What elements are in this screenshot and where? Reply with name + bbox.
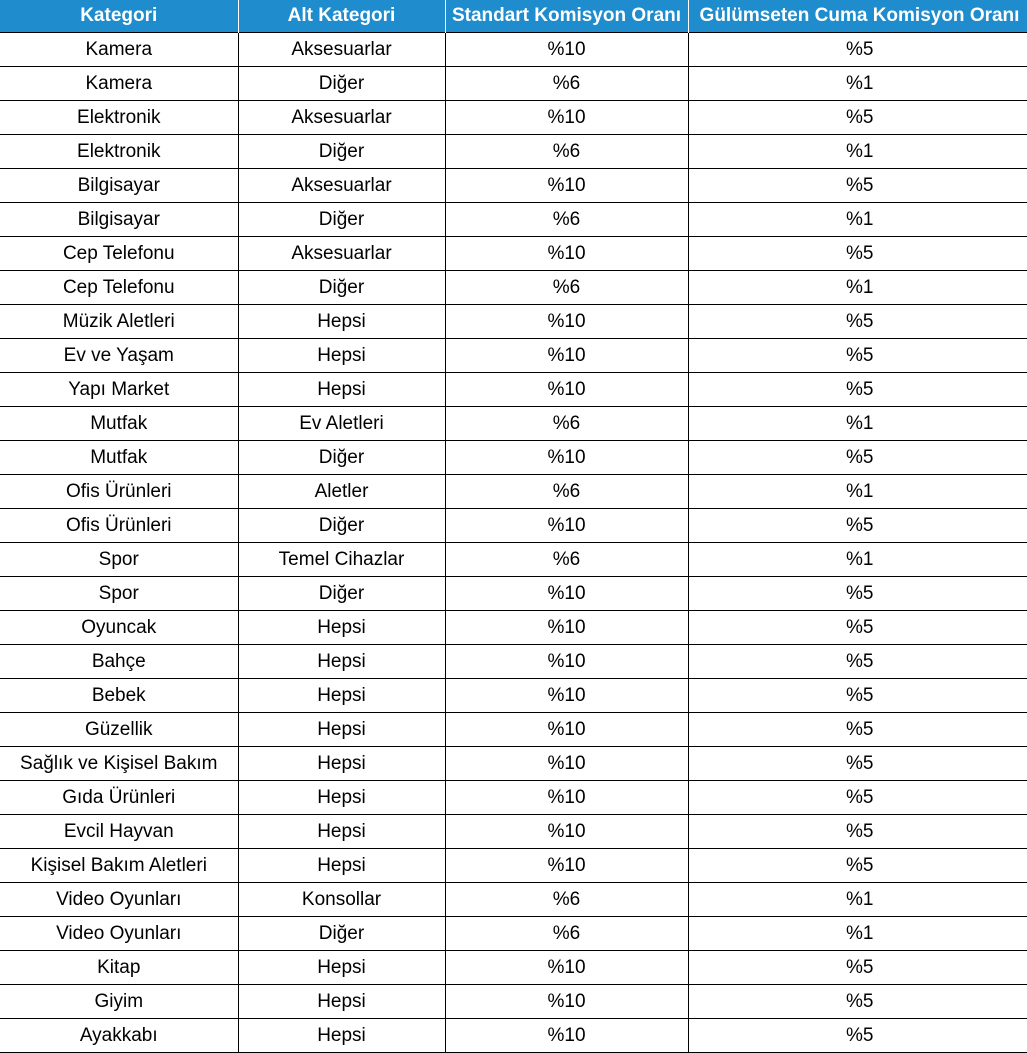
table-row [0, 509, 1027, 543]
cuma-oran-cell: %5 [688, 951, 1027, 985]
standart-oran-cell: %10 [445, 985, 688, 1019]
alt-kategori-cell: Hepsi [238, 849, 445, 883]
alt-kategori-cell: Hepsi [238, 679, 445, 713]
standart-oran-cell: %6 [445, 67, 688, 101]
table-row [0, 883, 1027, 917]
kategori-cell: Ayakkabı [0, 1019, 238, 1053]
cuma-oran-cell: %1 [688, 203, 1027, 237]
cuma-oran-cell: %1 [688, 543, 1027, 577]
cuma-oran-cell: %5 [688, 509, 1027, 543]
alt-kategori-cell: Aksesuarlar [238, 101, 445, 135]
alt-kategori-cell: Aletler [238, 475, 445, 509]
alt-kategori-cell: Hepsi [238, 305, 445, 339]
alt-kategori-cell: Hepsi [238, 339, 445, 373]
kategori-cell: Sağlık ve Kişisel Bakım [0, 747, 238, 781]
kategori-cell: Ofis Ürünleri [0, 509, 238, 543]
kategori-cell: Kamera [0, 33, 238, 67]
alt-kategori-cell: Hepsi [238, 985, 445, 1019]
alt-kategori-cell: Hepsi [238, 713, 445, 747]
standart-oran-cell: %10 [445, 679, 688, 713]
standart-oran-cell: %10 [445, 169, 688, 203]
standart-oran-cell: %10 [445, 781, 688, 815]
standart-oran-cell: %10 [445, 747, 688, 781]
table-body [0, 33, 1027, 1053]
table-row [0, 611, 1027, 645]
table-row [0, 713, 1027, 747]
cuma-oran-cell: %1 [688, 917, 1027, 951]
table-row [0, 781, 1027, 815]
alt-kategori-cell: Hepsi [238, 373, 445, 407]
cuma-oran-cell: %5 [688, 33, 1027, 67]
table-row [0, 271, 1027, 305]
standart-oran-cell: %10 [445, 305, 688, 339]
cuma-oran-cell: %1 [688, 135, 1027, 169]
cuma-oran-cell: %5 [688, 101, 1027, 135]
cuma-oran-cell: %1 [688, 67, 1027, 101]
header-standart-komisyon: Standart Komisyon Oranı [445, 0, 688, 33]
standart-oran-cell: %10 [445, 441, 688, 475]
kategori-cell: Kitap [0, 951, 238, 985]
kategori-cell: Video Oyunları [0, 883, 238, 917]
kategori-cell: Bebek [0, 679, 238, 713]
table-row [0, 1019, 1027, 1053]
kategori-cell: Spor [0, 543, 238, 577]
standart-oran-cell: %10 [445, 951, 688, 985]
header-alt-kategori: Alt Kategori [238, 0, 445, 33]
alt-kategori-cell: Ev Aletleri [238, 407, 445, 441]
table-row [0, 33, 1027, 67]
alt-kategori-cell: Hepsi [238, 611, 445, 645]
cuma-oran-cell: %5 [688, 339, 1027, 373]
header-row [0, 0, 1027, 33]
cuma-oran-cell: %5 [688, 679, 1027, 713]
alt-kategori-cell: Diğer [238, 577, 445, 611]
kategori-cell: Ev ve Yaşam [0, 339, 238, 373]
standart-oran-cell: %6 [445, 475, 688, 509]
table-row [0, 237, 1027, 271]
standart-oran-cell: %6 [445, 271, 688, 305]
alt-kategori-cell: Diğer [238, 271, 445, 305]
alt-kategori-cell: Hepsi [238, 747, 445, 781]
kategori-cell: Cep Telefonu [0, 237, 238, 271]
table-row [0, 203, 1027, 237]
header-kategori: Kategori [0, 0, 238, 33]
kategori-cell: Oyuncak [0, 611, 238, 645]
alt-kategori-cell: Aksesuarlar [238, 169, 445, 203]
kategori-cell: Mutfak [0, 407, 238, 441]
alt-kategori-cell: Aksesuarlar [238, 237, 445, 271]
alt-kategori-cell: Diğer [238, 441, 445, 475]
table-row [0, 135, 1027, 169]
table-row [0, 339, 1027, 373]
cuma-oran-cell: %1 [688, 407, 1027, 441]
kategori-cell: Cep Telefonu [0, 271, 238, 305]
table-row [0, 441, 1027, 475]
alt-kategori-cell: Konsollar [238, 883, 445, 917]
table-row [0, 679, 1027, 713]
kategori-cell: Gıda Ürünleri [0, 781, 238, 815]
alt-kategori-cell: Diğer [238, 135, 445, 169]
cuma-oran-cell: %1 [688, 883, 1027, 917]
kategori-cell: Elektronik [0, 101, 238, 135]
standart-oran-cell: %10 [445, 509, 688, 543]
alt-kategori-cell: Aksesuarlar [238, 33, 445, 67]
table-row [0, 747, 1027, 781]
standart-oran-cell: %6 [445, 543, 688, 577]
cuma-oran-cell: %5 [688, 577, 1027, 611]
cuma-oran-cell: %5 [688, 1019, 1027, 1053]
alt-kategori-cell: Diğer [238, 203, 445, 237]
alt-kategori-cell: Temel Cihazlar [238, 543, 445, 577]
cuma-oran-cell: %5 [688, 645, 1027, 679]
standart-oran-cell: %6 [445, 203, 688, 237]
alt-kategori-cell: Diğer [238, 67, 445, 101]
standart-oran-cell: %10 [445, 339, 688, 373]
standart-oran-cell: %10 [445, 101, 688, 135]
cuma-oran-cell: %5 [688, 985, 1027, 1019]
standart-oran-cell: %10 [445, 237, 688, 271]
standart-oran-cell: %6 [445, 407, 688, 441]
standart-oran-cell: %10 [445, 1019, 688, 1053]
standart-oran-cell: %10 [445, 815, 688, 849]
table-row [0, 543, 1027, 577]
alt-kategori-cell: Diğer [238, 509, 445, 543]
table-row [0, 815, 1027, 849]
cuma-oran-cell: %5 [688, 781, 1027, 815]
table-row [0, 849, 1027, 883]
header-gulumseten-cuma-komisyon: Gülümseten Cuma Komisyon Oranı [688, 0, 1027, 33]
table-row [0, 373, 1027, 407]
kategori-cell: Evcil Hayvan [0, 815, 238, 849]
standart-oran-cell: %10 [445, 33, 688, 67]
alt-kategori-cell: Hepsi [238, 815, 445, 849]
kategori-cell: Güzellik [0, 713, 238, 747]
table-row [0, 475, 1027, 509]
cuma-oran-cell: %5 [688, 611, 1027, 645]
table-row [0, 917, 1027, 951]
table-row [0, 577, 1027, 611]
kategori-cell: Kişisel Bakım Aletleri [0, 849, 238, 883]
standart-oran-cell: %10 [445, 645, 688, 679]
kategori-cell: Bahçe [0, 645, 238, 679]
cuma-oran-cell: %5 [688, 237, 1027, 271]
kategori-cell: Bilgisayar [0, 203, 238, 237]
standart-oran-cell: %10 [445, 849, 688, 883]
standart-oran-cell: %10 [445, 713, 688, 747]
standart-oran-cell: %6 [445, 135, 688, 169]
cuma-oran-cell: %5 [688, 305, 1027, 339]
table-row [0, 169, 1027, 203]
kategori-cell: Video Oyunları [0, 917, 238, 951]
kategori-cell: Bilgisayar [0, 169, 238, 203]
standart-oran-cell: %6 [445, 883, 688, 917]
table-row [0, 305, 1027, 339]
alt-kategori-cell: Hepsi [238, 645, 445, 679]
kategori-cell: Kamera [0, 67, 238, 101]
cuma-oran-cell: %5 [688, 169, 1027, 203]
standart-oran-cell: %6 [445, 917, 688, 951]
kategori-cell: Giyim [0, 985, 238, 1019]
cuma-oran-cell: %5 [688, 815, 1027, 849]
kategori-cell: Elektronik [0, 135, 238, 169]
kategori-cell: Ofis Ürünleri [0, 475, 238, 509]
cuma-oran-cell: %1 [688, 271, 1027, 305]
table-row [0, 101, 1027, 135]
alt-kategori-cell: Diğer [238, 917, 445, 951]
cuma-oran-cell: %5 [688, 373, 1027, 407]
cuma-oran-cell: %1 [688, 475, 1027, 509]
alt-kategori-cell: Hepsi [238, 951, 445, 985]
cuma-oran-cell: %5 [688, 849, 1027, 883]
table-row [0, 985, 1027, 1019]
kategori-cell: Spor [0, 577, 238, 611]
kategori-cell: Müzik Aletleri [0, 305, 238, 339]
alt-kategori-cell: Hepsi [238, 1019, 445, 1053]
table-row [0, 951, 1027, 985]
table-row [0, 407, 1027, 441]
cuma-oran-cell: %5 [688, 441, 1027, 475]
cuma-oran-cell: %5 [688, 747, 1027, 781]
standart-oran-cell: %10 [445, 577, 688, 611]
standart-oran-cell: %10 [445, 611, 688, 645]
standart-oran-cell: %10 [445, 373, 688, 407]
table-row [0, 67, 1027, 101]
table-row [0, 645, 1027, 679]
kategori-cell: Yapı Market [0, 373, 238, 407]
kategori-cell: Mutfak [0, 441, 238, 475]
alt-kategori-cell: Hepsi [238, 781, 445, 815]
cuma-oran-cell: %5 [688, 713, 1027, 747]
